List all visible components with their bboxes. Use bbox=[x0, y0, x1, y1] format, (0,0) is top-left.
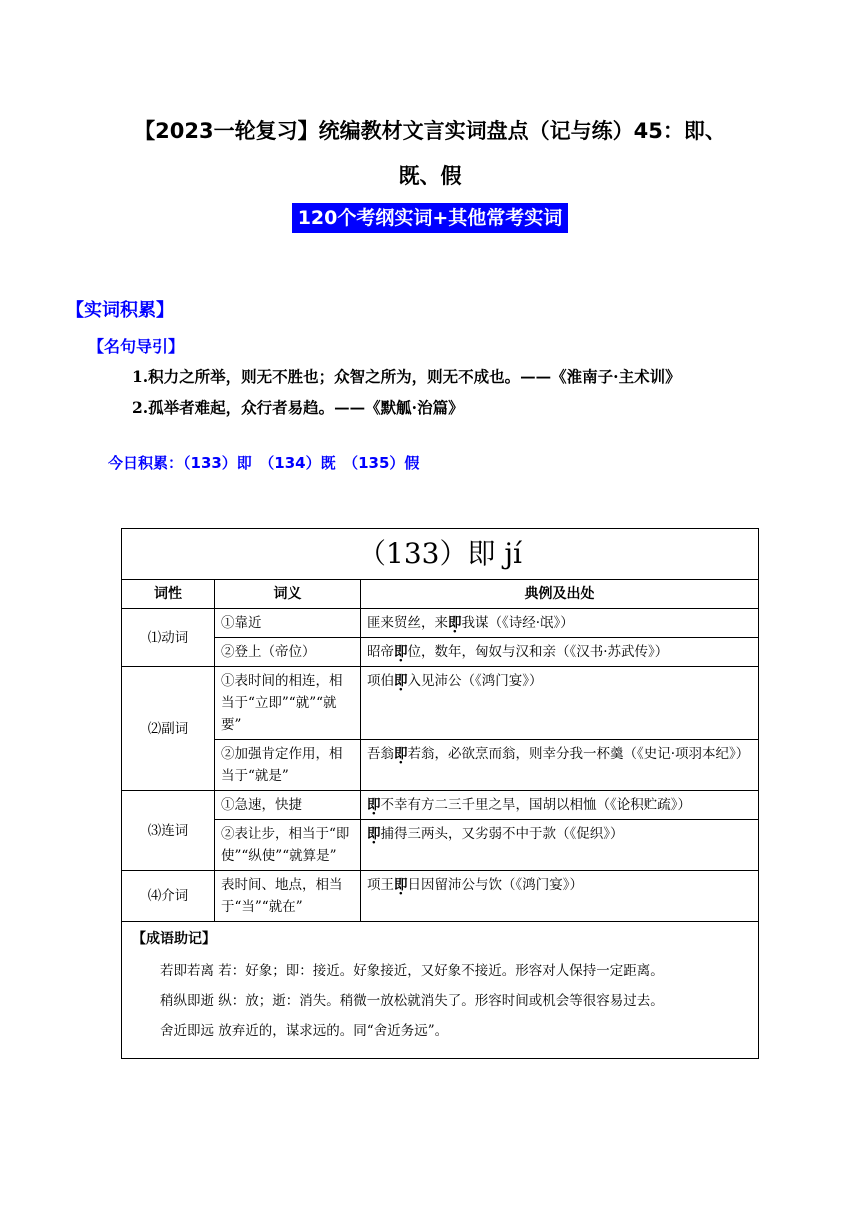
meaning-cell: ②加强肯定作用，相当于“就是” bbox=[215, 740, 361, 791]
column-header-pos: 词性 bbox=[122, 580, 215, 609]
pos-cell: ⑵副词 bbox=[122, 667, 215, 791]
pos-cell: ⑶连词 bbox=[122, 791, 215, 871]
document-title-line1: 【2023一轮复习】统编教材文言实词盘点（记与练）45：即、 bbox=[134, 119, 726, 143]
example-cell: 项伯即入见沛公（《鸿门宴》） bbox=[361, 667, 759, 740]
table-row bbox=[122, 609, 759, 638]
idiom-section bbox=[122, 922, 759, 1059]
meaning-cell: ②表让步，相当于“即使”“纵使”“就算是” bbox=[215, 820, 361, 871]
column-header-example: 典例及出处 bbox=[361, 580, 759, 609]
idiom-item: 稍纵即逝 纵：放；逝：消失。稍微一放松就消失了。形容时间或机会等很容易过去。 bbox=[160, 993, 664, 1009]
table-row bbox=[122, 667, 759, 740]
table-row bbox=[122, 638, 759, 667]
example-cell: 项王即日因留沛公与饮（《鸿门宴》） bbox=[361, 871, 759, 922]
highlight-banner: 120个考纲实词+其他常考实词 bbox=[292, 203, 569, 233]
quote-1: 1.积力之所举，则无不胜也；众智之所为，则无不成也。——《淮南子·主术训》 bbox=[132, 367, 681, 386]
example-cell: 匪来贸丝，来即我谋（《诗经·氓》） bbox=[361, 609, 759, 638]
meaning-cell: ①急速，快捷 bbox=[215, 791, 361, 820]
table-row bbox=[122, 740, 759, 791]
today-accumulation: 今日积累：（133）即 （134）既 （135）假 bbox=[108, 454, 420, 472]
pos-cell: ⑴动词 bbox=[122, 609, 215, 667]
table-row bbox=[122, 871, 759, 922]
meaning-cell: 表时间、地点，相当于“当”“就在” bbox=[215, 871, 361, 922]
table-row bbox=[122, 791, 759, 820]
idiom-item: 舍近即远 放弃近的，谋求远的。同“舍近务远”。 bbox=[160, 1023, 449, 1039]
section-heading-accumulation: 【实词积累】 bbox=[66, 300, 174, 321]
pos-cell: ⑷介词 bbox=[122, 871, 215, 922]
table-row bbox=[122, 820, 759, 871]
table-heading: （133）即 jí bbox=[122, 529, 759, 580]
idiom-heading: 【成语助记】 bbox=[132, 931, 216, 947]
document-title-line2: 既、假 bbox=[398, 164, 462, 188]
vocab-table bbox=[121, 528, 759, 1059]
example-cell: 即不幸有方二三千里之旱，国胡以相恤（《论积贮疏》） bbox=[361, 791, 759, 820]
example-cell: 昭帝即位，数年，匈奴与汉和亲（《汉书·苏武传》） bbox=[361, 638, 759, 667]
section-heading-quotes: 【名句导引】 bbox=[88, 337, 185, 356]
meaning-cell: ①靠近 bbox=[215, 609, 361, 638]
example-cell: 即捕得三两头，又劣弱不中于款（《促织》） bbox=[361, 820, 759, 871]
meaning-cell: ①表时间的相连，相当于“立即”“就”“就要” bbox=[215, 667, 361, 740]
column-header-meaning: 词义 bbox=[215, 580, 361, 609]
quote-2: 2.孤举者难起，众行者易趋。——《默觚·治篇》 bbox=[132, 398, 464, 417]
example-cell: 吾翁即若翁，必欲烹而翁，则幸分我一杯羹（《史记·项羽本纪》） bbox=[361, 740, 759, 791]
meaning-cell: ②登上（帝位） bbox=[215, 638, 361, 667]
idiom-item: 若即若离 若：好象；即：接近。好象接近，又好象不接近。形容对人保持一定距离。 bbox=[160, 963, 664, 979]
